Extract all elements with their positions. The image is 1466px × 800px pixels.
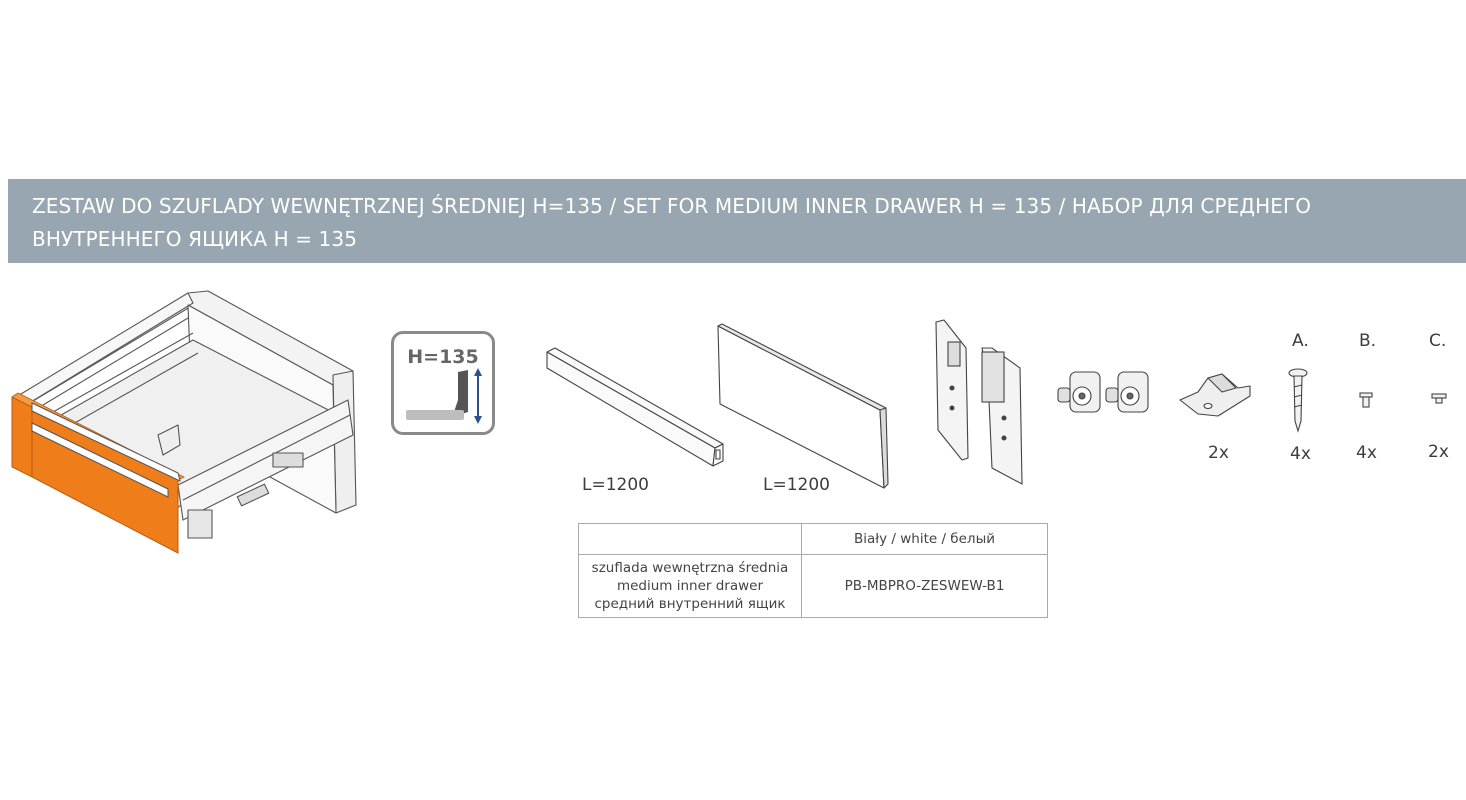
description-en: medium inner drawer — [616, 578, 764, 594]
screw-c-icon — [1430, 392, 1448, 406]
drawer-illustration — [8, 285, 368, 560]
product-table — [578, 523, 1048, 618]
description-ru: средний внутренний ящик — [594, 596, 786, 612]
description-pl: szuflada wewnętrzna średnia — [591, 560, 789, 576]
clip-illustration — [1178, 372, 1253, 422]
product-code: PB-MBPRO-ZESWEW-B1 — [802, 555, 1048, 618]
title-banner — [8, 179, 1466, 263]
screw-a-icon — [1286, 367, 1310, 435]
rail-length-label: L=1200 — [582, 475, 649, 495]
screw-c-letter: C. — [1429, 331, 1447, 351]
screw-b-letter: B. — [1359, 331, 1377, 351]
height-label: H=135 — [407, 346, 479, 368]
screw-c-quantity: 2x — [1428, 442, 1449, 462]
rail-profile-illustration — [545, 346, 725, 471]
screw-b-icon — [1358, 391, 1374, 409]
clip-quantity: 2x — [1208, 443, 1229, 463]
title-line-2: ВНУТРЕННЕГО ЯЩИКА H = 135 — [32, 227, 358, 251]
screw-b-quantity: 4x — [1356, 443, 1377, 463]
panel-length-label: L=1200 — [763, 475, 830, 495]
brackets-illustration — [932, 318, 1024, 488]
table-row — [579, 555, 1048, 618]
table-header-blank — [579, 524, 802, 555]
table-header-color: Biały / white / белый — [802, 524, 1048, 555]
connectors-illustration — [1056, 368, 1152, 420]
screw-a-quantity: 4x — [1290, 444, 1311, 464]
title-line-1: ZESTAW DO SZUFLADY WEWNĘTRZNEJ ŚREDNIEJ H=135 / SET FOR MEDIUM INNER DRAWER H = 135 / НАБОР ДЛЯ СРЕДНЕГО — [32, 194, 1312, 218]
table-header-row — [579, 524, 1048, 555]
front-panel-illustration — [714, 322, 889, 492]
screw-a-letter: A. — [1292, 331, 1309, 351]
height-badge — [391, 331, 495, 435]
product-description — [579, 555, 802, 618]
height-icon — [394, 334, 492, 432]
